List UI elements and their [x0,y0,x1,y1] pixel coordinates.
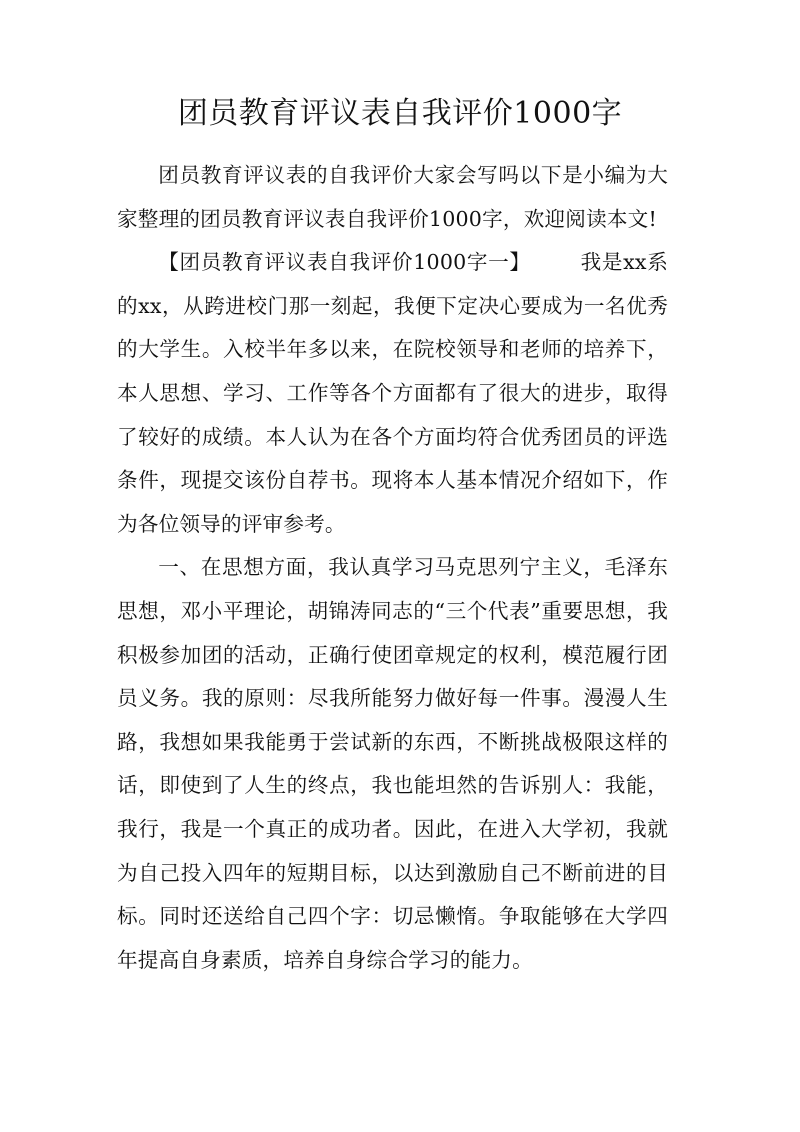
thought-paragraph [117,546,668,982]
section-text: 我是xx系的xx，从跨进校门那一刻起，我便下定决心要成为一名优秀的大学生。入校半年多以来，在院校领导和老师的培养下，本人思想、学习、工作等各个方面都有了很大的进步，取得了较好的成绩。本人认为在各个方面均符合优秀团员的评选条件，现提交该份自荐书。现将本人基本情况介绍如下，作为各位领导的评审参考。 [117,250,668,536]
document-title: 团员教育评议表自我评价1000字 [177,96,623,131]
intro-text: 团员教育评议表的自我评价大家会写吗以下是小编为大家整理的团员教育评议表自我评价1000字，欢迎阅读本文! [117,163,668,231]
thought-text: 一、在思想方面，我认真学习马克思列宁主义，毛泽东思想，邓小平理论，胡锦涛同志的“三个代表”重要思想，我积极参加团的活动，正确行使团章规定的权利，模范履行团员义务。我的原则：尽我所能努力做好每一件事。漫漫人生路，我想如果我能勇于尝试新的东西，不断挑战极限这样的话，即使到了人生的终点，我也能坦然的告诉别人：我能，我行，我是一个真正的成功者。因此，在进入大学初，我就为自己投入四年的短期目标，以达到激励自己不断前进的目标。同时还送给自己四个字：切忌懒惰。争取能够在大学四年提高自身素质，培养自身综合学习的能力。 [117,555,668,972]
intro-paragraph [117,154,668,241]
section-paragraph [117,241,668,546]
document-body [117,154,668,982]
section-heading: 【团员教育评议表自我评价1000字一】 [158,250,531,275]
